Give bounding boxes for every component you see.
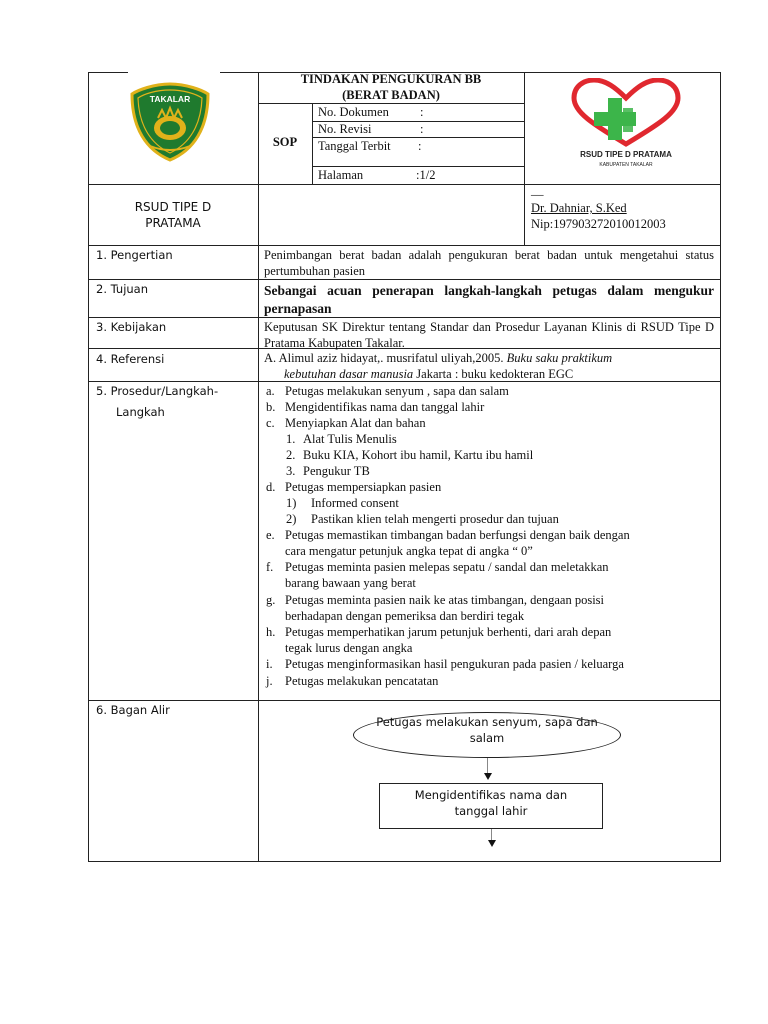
step-text: Petugas memperhatikan jarum petunjuk berhenti, dari arah depan xyxy=(285,625,612,639)
kebijakan-label: 3. Kebijakan xyxy=(96,320,167,334)
bagan-alir-label: 6. Bagan Alir xyxy=(96,703,170,717)
prosedur-label-2: Langkah xyxy=(116,405,165,419)
table-border-bottom xyxy=(88,861,721,862)
pengertian-text: Penimbangan berat badan adalah pengukuran berat badan untuk mengetahui status pertumbuhan pasien xyxy=(264,248,714,278)
kebijakan-text: Keputusan SK Direktur tentang Standar dan Prosedur Layanan Klinis di RSUD Tipe D Pratama Kabupaten Takalar. xyxy=(264,320,714,350)
step-marker: 2) xyxy=(286,512,297,526)
step-text: Petugas melakukan pencatatan xyxy=(285,674,439,688)
referensi-title-1: Buku saku praktikum xyxy=(506,351,613,365)
step-text: Petugas memastikan timbangan badan berfungsi dengan baik dengan xyxy=(285,528,630,542)
step-text: Buku KIA, Kohort ibu hamil, Kartu ibu hamil xyxy=(303,448,534,462)
referensi-label: 4. Referensi xyxy=(96,352,165,366)
title-line-1: TINDAKAN PENGUKURAN BB xyxy=(300,72,482,86)
step-text: Pastikan klien telah mengerti prosedur dan tujuan xyxy=(311,512,559,526)
prosedur-step-f-cont: barang bawaan yang berat xyxy=(285,576,416,590)
signatory-nip: Nip:197903272010012003 xyxy=(531,217,666,231)
step-marker: i. xyxy=(266,657,273,671)
meta-halaman-label: Halaman xyxy=(318,168,364,182)
step-text: Menyiapkan Alat dan bahan xyxy=(285,416,426,430)
header-row-divider xyxy=(88,184,721,185)
step-marker: 1. xyxy=(286,432,296,446)
row-divider-6 xyxy=(88,700,721,701)
step-text: Alat Tulis Menulis xyxy=(303,432,397,446)
title-bottom-line xyxy=(258,103,524,104)
step-text: Pengukur TB xyxy=(303,464,370,478)
sop-divider xyxy=(312,103,313,185)
tujuan-text: Sebangai acuan penerapan langkah-langkah petugas dalam mengukur pernapasan xyxy=(264,283,714,316)
meta-no-dokumen-value: : xyxy=(420,105,424,119)
step-text: Petugas mempersiapkan pasien xyxy=(285,480,442,494)
table-border-right xyxy=(720,72,721,862)
meta-halaman-value: :1/2 xyxy=(416,168,436,182)
meta-no-dokumen-label: No. Dokumen xyxy=(318,105,389,119)
step-marker: 1) xyxy=(286,496,297,510)
flow-step-2-line-2: tanggal lahir xyxy=(454,804,528,818)
step-marker: h. xyxy=(266,625,276,639)
flow-step-2-line-1: Mengidentifikas nama dan xyxy=(414,788,568,802)
logo-gap-mask xyxy=(128,70,220,74)
signature-dash: __ xyxy=(531,183,544,197)
step-marker: g. xyxy=(266,593,276,607)
svg-text:TAKALAR: TAKALAR xyxy=(149,94,191,104)
prosedur-label-1: 5. Prosedur/Langkah- xyxy=(96,384,219,398)
step-text: Petugas meminta pasien naik ke atas timbangan, dengaan posisi xyxy=(285,593,605,607)
row-divider-2 xyxy=(88,279,721,280)
document-title xyxy=(258,71,524,103)
takalar-emblem-logo xyxy=(128,80,212,164)
referensi-line-2 xyxy=(284,366,573,382)
step-text: Petugas menginformasikan hasil pengukuran pada pasien / keluarga xyxy=(285,657,624,671)
flow-step-2-text xyxy=(379,787,603,819)
flow-arrow-down-icon xyxy=(488,840,496,847)
prosedur-step-e-cont: cara mengatur petunjuk angka tepat di angka “ 0” xyxy=(285,544,533,558)
organization-name xyxy=(88,199,258,231)
rsud-logo xyxy=(560,78,692,174)
step-text: Mengidentifikas nama dan tanggal lahir xyxy=(285,400,485,414)
flow-step-1-line-2: salam xyxy=(469,731,505,745)
svg-text:KABUPATEN TAKALAR: KABUPATEN TAKALAR xyxy=(599,162,653,168)
header-right-divider xyxy=(524,72,525,245)
meta-tanggal-terbit-label: Tanggal Terbit xyxy=(318,139,391,153)
step-text: Informed consent xyxy=(311,496,399,510)
flow-connector-1 xyxy=(487,758,488,774)
column-divider xyxy=(258,72,259,862)
step-marker: 2. xyxy=(286,448,296,462)
referensi-title-2: kebutuhan dasar manusia xyxy=(284,367,414,381)
org-line-1: RSUD TIPE D xyxy=(134,200,212,214)
tujuan-label: 2. Tujuan xyxy=(96,282,149,296)
pengertian-label: 1. Pengertian xyxy=(96,248,173,262)
meta-no-revisi-value: : xyxy=(420,122,424,136)
meta-no-revisi-label: No. Revisi xyxy=(318,122,372,136)
step-marker: c. xyxy=(266,416,275,430)
step-marker: 3. xyxy=(286,464,296,478)
org-line-2: PRATAMA xyxy=(145,216,201,230)
table-border-left xyxy=(88,72,89,862)
referensi-suffix: Jakarta : buku kedokteran EGC xyxy=(416,367,574,381)
step-marker: b. xyxy=(266,400,276,414)
meta-tanggal-terbit-value: : xyxy=(418,139,422,153)
step-text: Petugas melakukan senyum , sapa dan salam xyxy=(285,384,509,398)
prosedur-step-h-cont: tegak lurus dengan angka xyxy=(285,641,413,655)
step-marker: f. xyxy=(266,560,274,574)
svg-text:RSUD TIPE D PRATAMA: RSUD TIPE D PRATAMA xyxy=(580,150,672,159)
referensi-line-1 xyxy=(264,350,612,366)
step-marker: d. xyxy=(266,480,276,494)
prosedur-step-g-cont: berhadapan dengan pemeriksa dan berdiri tegak xyxy=(285,609,525,623)
row-divider-1 xyxy=(88,245,721,246)
step-marker: a. xyxy=(266,384,275,398)
flow-step-1-text xyxy=(353,714,621,746)
referensi-prefix: A. Alimul aziz hidayat,. musrifatul uliyah,2005. xyxy=(264,351,504,365)
signatory-name: Dr. Dahniar, S.Ked xyxy=(531,201,627,215)
flow-arrow-down-icon xyxy=(484,773,492,780)
sop-label: SOP xyxy=(272,135,298,149)
step-marker: j. xyxy=(266,674,273,688)
step-marker: e. xyxy=(266,528,275,542)
flow-step-1-line-1: Petugas melakukan senyum, sapa dan xyxy=(376,715,598,729)
title-line-2: (BERAT BADAN) xyxy=(342,88,440,102)
step-text: Petugas meminta pasien melepas sepatu / sandal dan meletakkan xyxy=(285,560,609,574)
